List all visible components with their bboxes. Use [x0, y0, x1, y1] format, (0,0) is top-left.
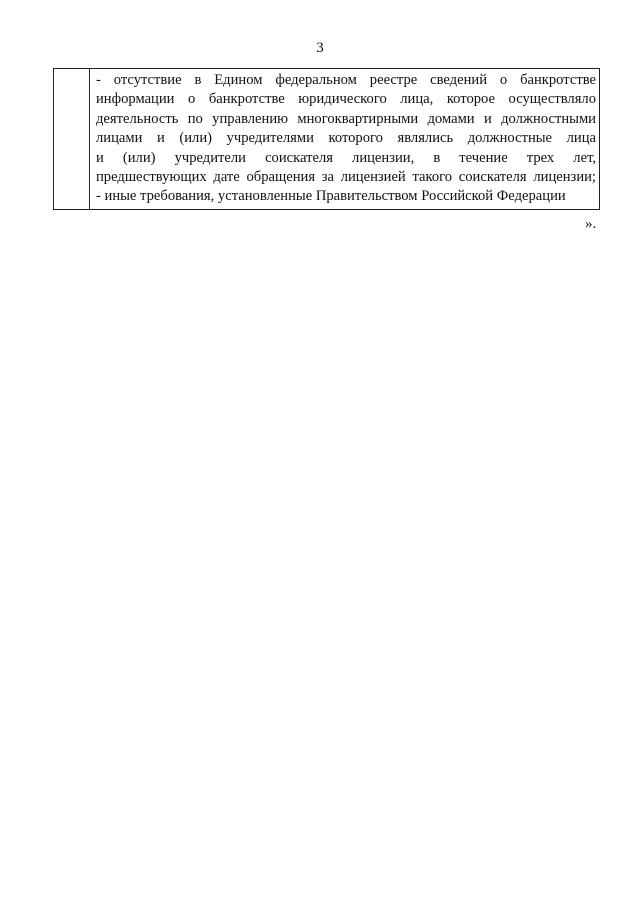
text-line: - иные требования, установленные Правительством Российской Федерации — [96, 188, 566, 205]
text-line: предшествующих дате обращения за лицензией такого соискателя лицензии; — [96, 169, 596, 186]
text-line: - отсутствие в Едином федеральном реестре сведений о банкротстве — [96, 72, 596, 88]
page-number: 3 — [316, 40, 324, 56]
text-line: лицами и (или) учредителями которого являлись должностные лица — [96, 130, 596, 147]
table-left-cell — [54, 69, 90, 209]
text-line: деятельность по управлению многоквартирными домами и должностными — [96, 110, 596, 127]
requirements-table — [53, 68, 600, 210]
table-right-cell — [96, 71, 596, 207]
text-line: информации о банкротстве юридического лица, которое осуществляло — [96, 91, 596, 108]
text-line: и (или) учредители соискателя лицензии, в течение трех лет, — [96, 149, 596, 166]
closing-quote-mark: ». — [585, 216, 597, 232]
